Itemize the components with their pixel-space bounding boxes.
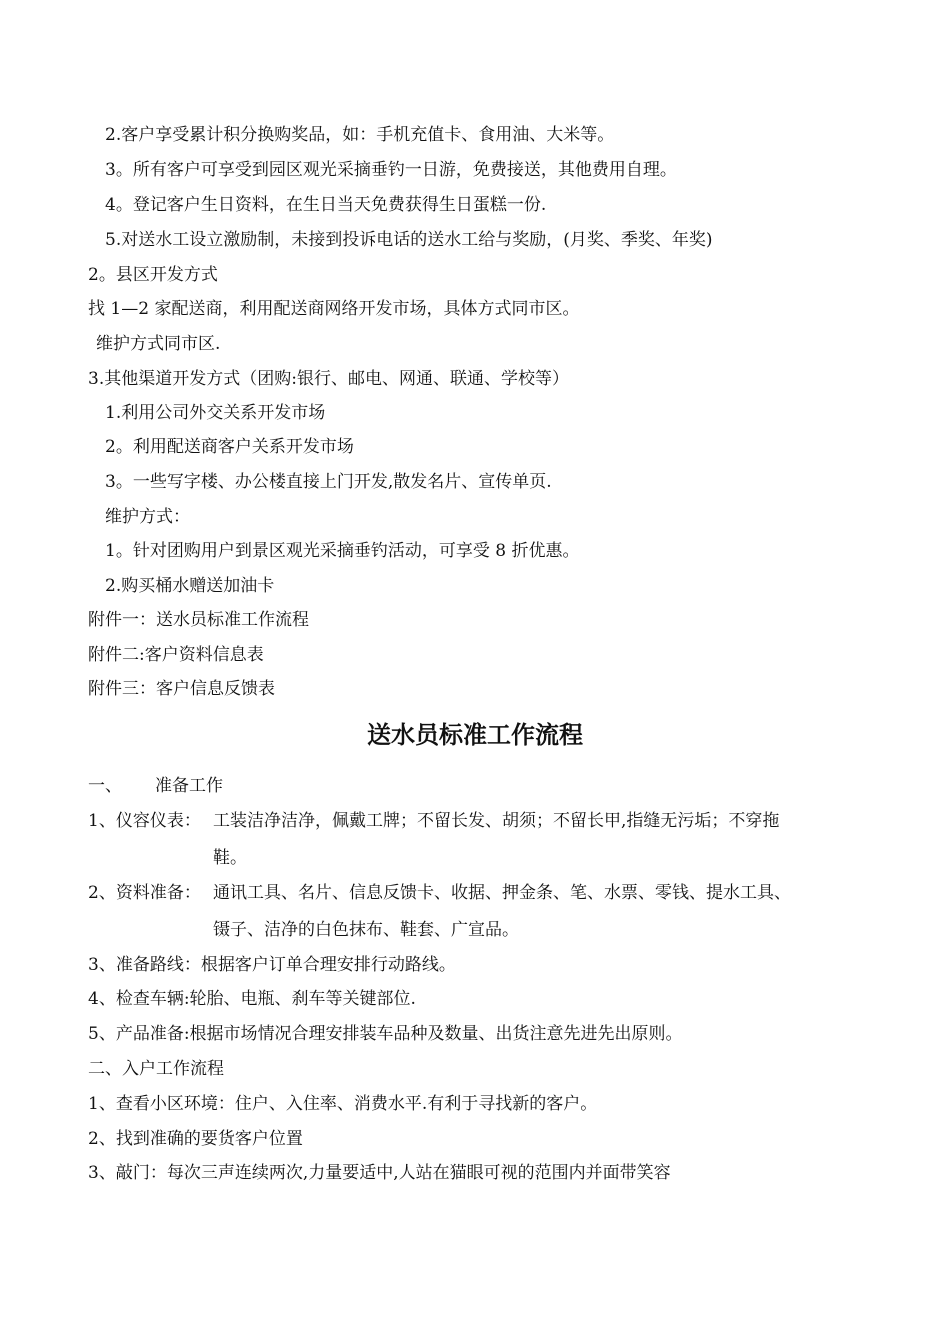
prep-item-2-text: 通讯工具、名片、信息反馈卡、收据、押金条、笔、水票、零钱、提水工具、 (213, 883, 791, 903)
upper-line: 4。登记客户生日资料，在生日当天免费获得生日蛋糕一份. (105, 195, 547, 215)
upper-line: 5.对送水工设立激励制，未接到投诉电话的送水工给与奖励，(月奖、季奖、年奖) (105, 230, 713, 250)
prep-heading-number: 一、 (88, 776, 122, 796)
prep-item-1-text-cont: 鞋。 (213, 848, 247, 868)
upper-line: 附件一：送水员标准工作流程 (88, 610, 309, 630)
upper-line: 维护方式： (105, 507, 190, 527)
upper-line: 2.客户享受累计积分换购奖品，如：手机充值卡、食用油、大米等。 (105, 125, 615, 145)
entry-item-1: 1、查看小区环境：住户、入住率、消费水平.有利于寻找新的客户。 (88, 1094, 598, 1114)
entry-item-2: 2、找到准确的要货客户位置 (88, 1129, 303, 1149)
prep-item-5: 5、产品准备:根据市场情况合理安排装车品种及数量、出货注意先进先出原则。 (88, 1024, 683, 1044)
upper-line: 2.购买桶水赠送加油卡 (105, 576, 275, 596)
entry-heading: 二、入户工作流程 (88, 1059, 224, 1079)
prep-item-3: 3、准备路线：根据客户订单合理安排行动路线。 (88, 955, 456, 975)
upper-line: 附件二:客户资料信息表 (88, 645, 264, 665)
prep-item-4: 4、检查车辆:轮胎、电瓶、刹车等关键部位. (88, 989, 416, 1009)
upper-line: 3。所有客户可享受到园区观光采摘垂钓一日游，免费接送，其他费用自理。 (105, 160, 677, 180)
section-title: 送水员标准工作流程 (367, 721, 583, 749)
prep-item-1-text: 工装洁净洁净，佩戴工牌；不留长发、胡须；不留长甲,指缝无污垢；不穿拖 (213, 811, 780, 831)
upper-line: 维护方式同市区. (96, 334, 221, 354)
upper-line: 附件三：客户信息反馈表 (88, 679, 275, 699)
upper-line: 3。一些写字楼、办公楼直接上门开发,散发名片、宣传单页. (105, 472, 552, 492)
prep-item-2-text-cont: 镊子、洁净的白色抹布、鞋套、广宣品。 (213, 920, 519, 940)
prep-item-1-label: 1、仪容仪表： (88, 811, 201, 831)
upper-line: 3.其他渠道开发方式（团购:银行、邮电、网通、联通、学校等） (88, 369, 569, 389)
upper-line: 1.利用公司外交关系开发市场 (105, 403, 326, 423)
upper-line: 2。利用配送商客户关系开发市场 (105, 437, 354, 457)
upper-line: 1。针对团购用户到景区观光采摘垂钓活动，可享受 8 折优惠。 (105, 541, 580, 561)
upper-line: 找 1—2 家配送商，利用配送商网络开发市场，具体方式同市区。 (88, 299, 580, 319)
entry-item-3: 3、敲门：每次三声连续两次,力量要适中,人站在猫眼可视的范围内并面带笑容 (88, 1163, 671, 1183)
prep-item-2-label: 2、资料准备： (88, 883, 201, 903)
prep-heading-text: 准备工作 (155, 776, 223, 796)
upper-line: 2。县区开发方式 (88, 265, 218, 285)
